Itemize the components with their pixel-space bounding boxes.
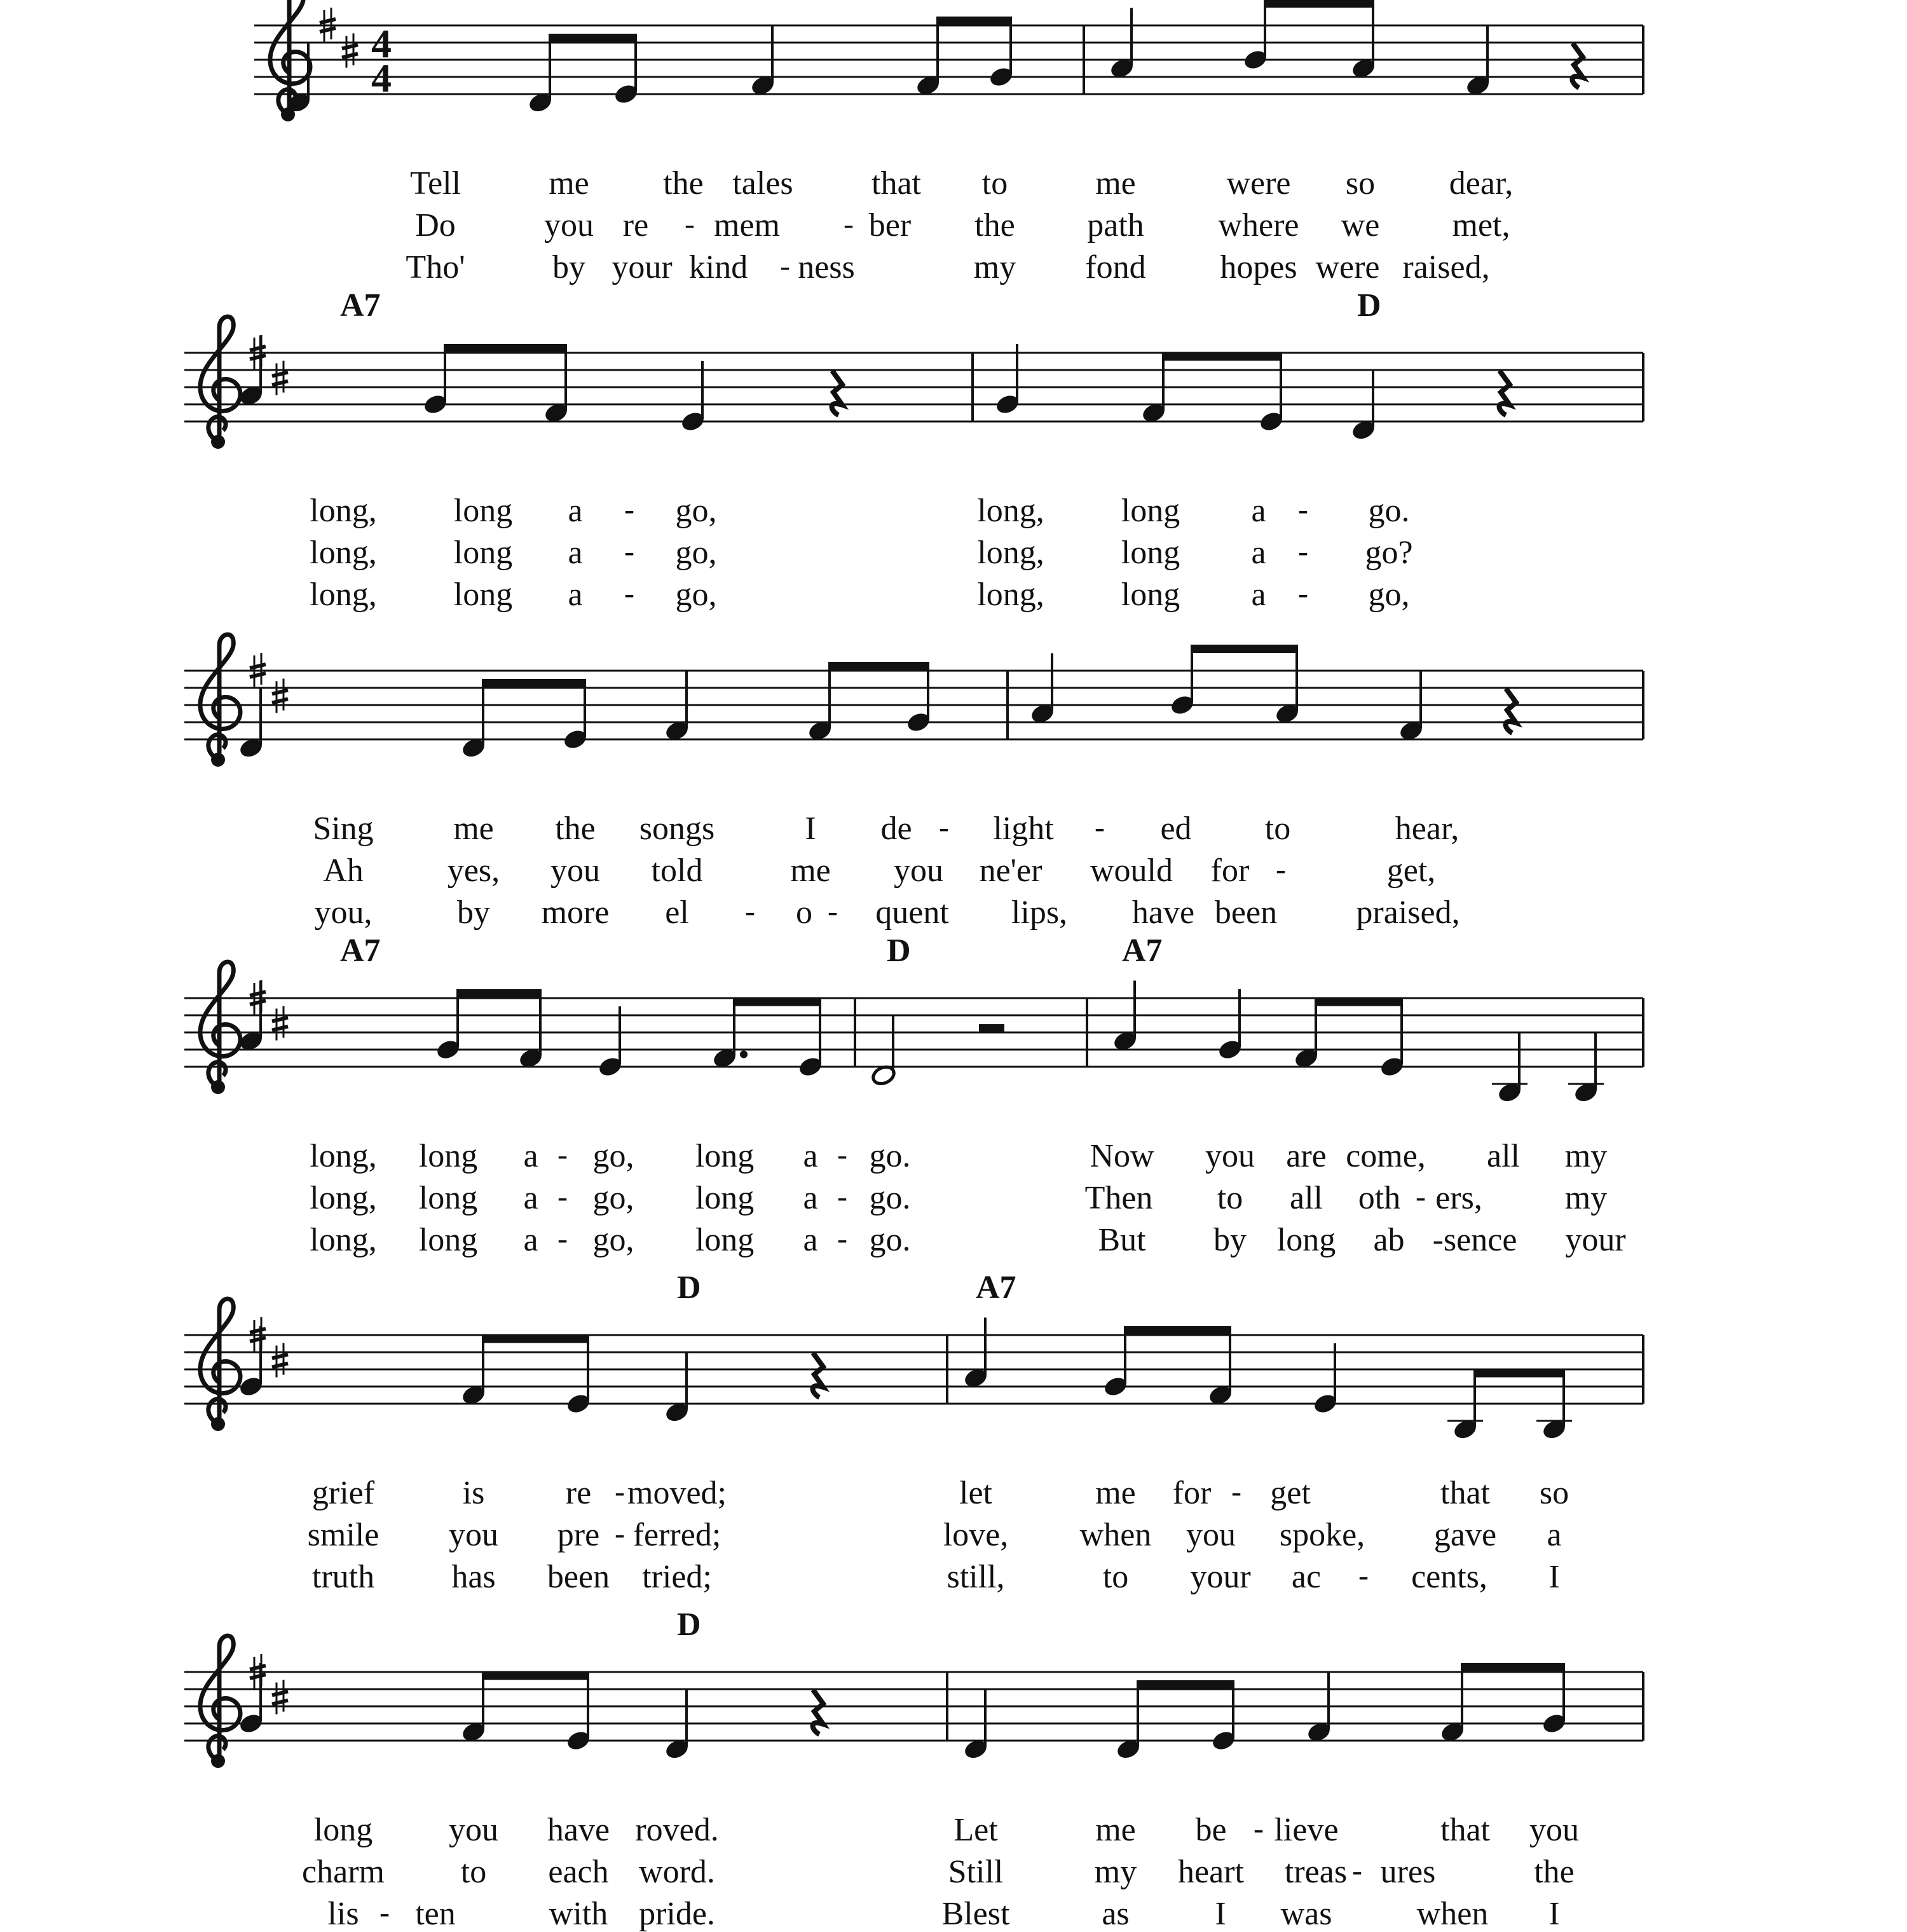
lyric-syllable: Tell (409, 165, 461, 202)
lyric-syllable: quent (875, 894, 949, 931)
lyric-syllable: long (695, 1138, 755, 1174)
lyric-hyphen: - (1095, 811, 1105, 844)
lyric-syllable: my (1094, 1854, 1137, 1890)
lyric-syllable: the (974, 207, 1015, 243)
chord-symbol: A7 (340, 933, 381, 969)
lyric-hyphen: - (615, 1517, 625, 1551)
chord-symbol: A7 (976, 1270, 1016, 1306)
lyric-syllable: hopes (1220, 249, 1297, 285)
lyric-syllable: long (453, 535, 513, 571)
lyric-syllable: ness (798, 249, 855, 285)
lyric-syllable: path (1087, 207, 1144, 243)
lyric-syllable: light (993, 811, 1054, 847)
lyric-syllable: me (549, 165, 589, 202)
lyric-syllable: a (568, 535, 583, 571)
lyric-syllable: your (1190, 1559, 1251, 1595)
lyric-syllable: all (1290, 1180, 1323, 1216)
lyric-syllable: raised, (1402, 249, 1490, 285)
lyric-syllable: so (1345, 165, 1376, 202)
lyric-syllable: Tho' (406, 249, 465, 285)
lyric-syllable: long, (977, 535, 1044, 571)
lyric-syllable: moved; (627, 1475, 727, 1511)
lyric-syllable: mem (714, 207, 780, 243)
lyric-syllable: the (663, 165, 704, 202)
lyric-syllable: spoke, (1279, 1517, 1365, 1553)
lyric-syllable: long, (310, 1180, 377, 1216)
lyric-syllable: let (959, 1475, 992, 1511)
lyric-hyphen: - (1298, 577, 1308, 610)
lyric-syllable: is (462, 1475, 485, 1511)
lyric-hyphen: - (1298, 493, 1308, 526)
lyric-syllable: where (1218, 207, 1299, 243)
chord-symbol: A7 (1122, 933, 1163, 969)
lyric-syllable: to (1102, 1559, 1129, 1595)
lyric-syllable: be (1195, 1812, 1227, 1848)
lyric-syllable: ab (1373, 1222, 1405, 1258)
lyric-syllable: long, (310, 1138, 377, 1174)
lyric-syllable: hear, (1395, 811, 1459, 847)
lyric-syllable: Let (954, 1812, 998, 1848)
lyric-hyphen: - (615, 1475, 625, 1509)
chord-symbol: D (677, 1607, 701, 1643)
lyric-hyphen: - (844, 207, 854, 241)
lyric-syllable: that (1440, 1812, 1490, 1848)
lyric-syllable: you (449, 1517, 498, 1553)
lyric-syllable: you (894, 853, 943, 889)
lyric-syllable: ber (868, 207, 912, 243)
lyric-hyphen: - (557, 1222, 568, 1256)
lyric-syllable: you (544, 207, 594, 243)
lyric-syllable: have (1131, 894, 1195, 931)
lyric-syllable: Do (415, 207, 456, 243)
lyric-syllable: go? (1365, 535, 1413, 571)
lyric-syllable: long, (977, 577, 1044, 613)
lyric-syllable: a (1251, 493, 1266, 529)
lyric-syllable: my (1564, 1138, 1608, 1174)
chord-symbol: D (1357, 287, 1381, 324)
lyric-syllable: heart (1178, 1854, 1244, 1890)
lyric-hyphen: - (780, 249, 790, 283)
lyric-syllable: long (418, 1180, 478, 1216)
lyric-syllable: Then (1084, 1180, 1153, 1216)
lyric-syllable: long, (310, 493, 377, 529)
lyric-syllable: go, (675, 493, 717, 529)
lyric-syllable: to (981, 165, 1008, 202)
lyric-syllable: tales (732, 165, 793, 202)
lyric-syllable: Sing (313, 811, 374, 847)
lyric-syllable: word. (639, 1854, 715, 1890)
lyric-syllable: a (523, 1138, 538, 1174)
lyric-syllable: -sence (1432, 1222, 1517, 1258)
lyric-syllable: been (547, 1559, 610, 1595)
lyric-syllable: for (1210, 853, 1250, 889)
lyric-syllable: go. (1368, 493, 1410, 529)
lyric-syllable: your (612, 249, 673, 285)
lyric-syllable: fond (1085, 249, 1146, 285)
lyric-syllable: lis (327, 1896, 359, 1932)
lyric-syllable: pre (557, 1517, 600, 1553)
lyric-syllable: long (1121, 577, 1180, 613)
lyric-syllable: go, (592, 1180, 634, 1216)
lyric-syllable: with (549, 1896, 608, 1932)
lyric-syllable: you (449, 1812, 498, 1848)
lyric-syllable: a (803, 1138, 818, 1174)
lyric-syllable: my (973, 249, 1016, 285)
lyric-syllable: Blest (941, 1896, 1010, 1932)
lyric-syllable: a (523, 1222, 538, 1258)
lyric-syllable: yes, (447, 853, 500, 889)
lyric-syllable: you, (314, 894, 373, 931)
lyric-syllable: been (1214, 894, 1278, 931)
lyric-syllable: ne'er (979, 853, 1042, 889)
lyric-hyphen: - (624, 577, 634, 610)
lyric-syllable: I (1215, 1896, 1226, 1932)
lyric-syllable: Now (1090, 1138, 1154, 1174)
lyric-syllable: re (622, 207, 649, 243)
lyric-syllable: the (555, 811, 596, 847)
lyric-syllable: a (1251, 535, 1266, 571)
lyric-syllable: treas (1284, 1854, 1348, 1890)
lyric-syllable: are (1286, 1138, 1327, 1174)
lyric-syllable: me (1095, 1475, 1136, 1511)
lyric-syllable: love, (943, 1517, 1009, 1553)
lyric-syllable: told (651, 853, 703, 889)
lyric-hyphen: - (837, 1138, 847, 1172)
lyric-syllable: as (1102, 1896, 1130, 1932)
chord-symbol: D (887, 933, 911, 969)
lyric-syllable: de (880, 811, 912, 847)
lyric-syllable: go. (869, 1138, 911, 1174)
lyric-syllable: pride. (639, 1896, 715, 1932)
lyric-syllable: Ah (323, 853, 364, 889)
time-signature-denominator: 4 (371, 55, 392, 100)
lyric-hyphen: - (939, 811, 949, 844)
lyric-syllable: when (1079, 1517, 1152, 1553)
lyric-syllable: go. (869, 1180, 911, 1216)
lyric-syllable: my (1564, 1180, 1608, 1216)
lyric-syllable: truth (311, 1559, 375, 1595)
lyric-syllable: praised, (1356, 894, 1460, 931)
lyric-hyphen: - (685, 207, 695, 241)
chord-symbol: A7 (340, 287, 381, 324)
lyric-syllable: were (1315, 249, 1380, 285)
lyric-hyphen: - (837, 1222, 847, 1256)
lyric-syllable: a (803, 1180, 818, 1216)
lyric-syllable: gave (1433, 1517, 1497, 1553)
lyric-hyphen: - (557, 1180, 568, 1214)
lyric-hyphen: - (624, 493, 634, 526)
lyric-hyphen: - (557, 1138, 568, 1172)
lyric-syllable: a (523, 1180, 538, 1216)
lyric-syllable: was (1280, 1896, 1332, 1932)
lyric-syllable: I (1548, 1896, 1560, 1932)
lyric-syllable: a (568, 577, 583, 613)
lyric-syllable: long (1276, 1222, 1336, 1258)
lyric-syllable: long (418, 1138, 478, 1174)
lyric-syllable: you (1186, 1517, 1236, 1553)
lyric-syllable: roved. (635, 1812, 719, 1848)
lyric-syllable: were (1226, 165, 1291, 202)
lyric-syllable: the (1534, 1854, 1575, 1890)
lyric-syllable: me (453, 811, 494, 847)
lyric-syllable: tried; (642, 1559, 712, 1595)
lyric-syllable: go, (592, 1222, 634, 1258)
lyric-hyphen: - (379, 1896, 390, 1929)
lyric-syllable: by (457, 894, 490, 931)
lyric-syllable: ures (1380, 1854, 1436, 1890)
lyric-syllable: long (418, 1222, 478, 1258)
lyric-hyphen: - (1358, 1559, 1369, 1593)
lyric-syllable: to (1264, 811, 1291, 847)
lyric-syllable: still, (947, 1559, 1005, 1595)
lyric-syllable: to (1217, 1180, 1243, 1216)
lyric-syllable: grief (311, 1475, 375, 1511)
lyric-syllable: re (565, 1475, 592, 1511)
lyric-syllable: by (552, 249, 585, 285)
lyric-syllable: you (1205, 1138, 1255, 1174)
lyric-syllable: so (1539, 1475, 1569, 1511)
lyric-syllable: all (1487, 1138, 1520, 1174)
lyric-syllable: you (1529, 1812, 1579, 1848)
lyric-syllable: But (1098, 1222, 1146, 1258)
lyric-syllable: Still (948, 1854, 1004, 1890)
lyric-syllable: I (1548, 1559, 1560, 1595)
lyric-syllable: smile (307, 1517, 379, 1553)
lyric-hyphen: - (1254, 1812, 1264, 1846)
lyric-syllable: more (541, 894, 610, 931)
lyric-syllable: get, (1386, 853, 1436, 889)
lyric-hyphen: - (1231, 1475, 1241, 1509)
lyric-syllable: met, (1452, 207, 1510, 243)
lyric-syllable: dear, (1449, 165, 1514, 202)
lyric-syllable: have (547, 1812, 610, 1848)
lyric-syllable: ten (415, 1896, 456, 1932)
lyric-syllable: lips, (1011, 894, 1068, 931)
lyric-syllable: a (1251, 577, 1266, 613)
lyric-hyphen: - (1298, 535, 1308, 568)
lyric-hyphen: - (1352, 1854, 1362, 1887)
lyric-hyphen: - (624, 535, 634, 568)
lyric-syllable: when (1416, 1896, 1489, 1932)
lyric-syllable: ac (1291, 1559, 1322, 1595)
lyric-syllable: that (871, 165, 921, 202)
lyric-syllable: ed (1160, 811, 1192, 847)
lyric-syllable: that (1440, 1475, 1490, 1511)
lyric-syllable: long (313, 1812, 373, 1848)
lyric-hyphen: - (1416, 1180, 1426, 1214)
lyric-syllable: me (1095, 1812, 1136, 1848)
lyric-syllable: long, (310, 1222, 377, 1258)
lyric-syllable: I (805, 811, 816, 847)
lyric-syllable: long (695, 1180, 755, 1216)
lyric-syllable: ferred; (632, 1517, 721, 1553)
lyric-syllable: long (1121, 493, 1180, 529)
lyric-syllable: kind (688, 249, 748, 285)
lyric-syllable: has (451, 1559, 496, 1595)
lyric-syllable: oth (1358, 1180, 1401, 1216)
lyric-syllable: a (803, 1222, 818, 1258)
lyric-syllable: long (695, 1222, 755, 1258)
lyric-syllable: go, (675, 535, 717, 571)
lyric-syllable: me (1095, 165, 1136, 202)
lyric-syllable: you (550, 853, 600, 889)
lyric-hyphen: - (828, 894, 838, 928)
lyric-syllable: long, (977, 493, 1044, 529)
lyric-syllable: el (665, 894, 689, 931)
lyric-syllable: long (1121, 535, 1180, 571)
lyric-syllable: long (453, 493, 513, 529)
lyric-syllable: cents, (1411, 1559, 1487, 1595)
lyric-hyphen: - (837, 1180, 847, 1214)
lyric-syllable: o (796, 894, 812, 931)
lyric-syllable: get (1270, 1475, 1311, 1511)
lyric-syllable: lieve (1274, 1812, 1339, 1848)
lyric-syllable: each (548, 1854, 609, 1890)
time-signature-numerator: 4 (371, 21, 392, 66)
lyric-syllable: to (460, 1854, 487, 1890)
lyric-syllable: would (1090, 853, 1173, 889)
lyric-syllable: long (453, 577, 513, 613)
lyric-syllable: go, (1368, 577, 1410, 613)
lyric-syllable: long, (310, 577, 377, 613)
lyric-syllable: songs (639, 811, 715, 847)
lyric-syllable: ers, (1435, 1180, 1482, 1216)
lyric-syllable: for (1172, 1475, 1212, 1511)
lyric-syllable: by (1213, 1222, 1247, 1258)
lyric-hyphen: - (745, 894, 755, 928)
lyric-syllable: a (1547, 1517, 1562, 1553)
lyric-hyphen: - (1276, 853, 1286, 886)
lyric-syllable: go. (869, 1222, 911, 1258)
lyric-syllable: go, (592, 1138, 634, 1174)
lyric-syllable: we (1341, 207, 1380, 243)
lyric-syllable: long, (310, 535, 377, 571)
lyric-syllable: me (790, 853, 831, 889)
lyric-syllable: go, (675, 577, 717, 613)
lyric-syllable: charm (302, 1854, 385, 1890)
chord-symbol: D (677, 1270, 701, 1306)
lyric-syllable: come, (1346, 1138, 1426, 1174)
lyric-syllable: a (568, 493, 583, 529)
lyric-syllable: your (1565, 1222, 1626, 1258)
